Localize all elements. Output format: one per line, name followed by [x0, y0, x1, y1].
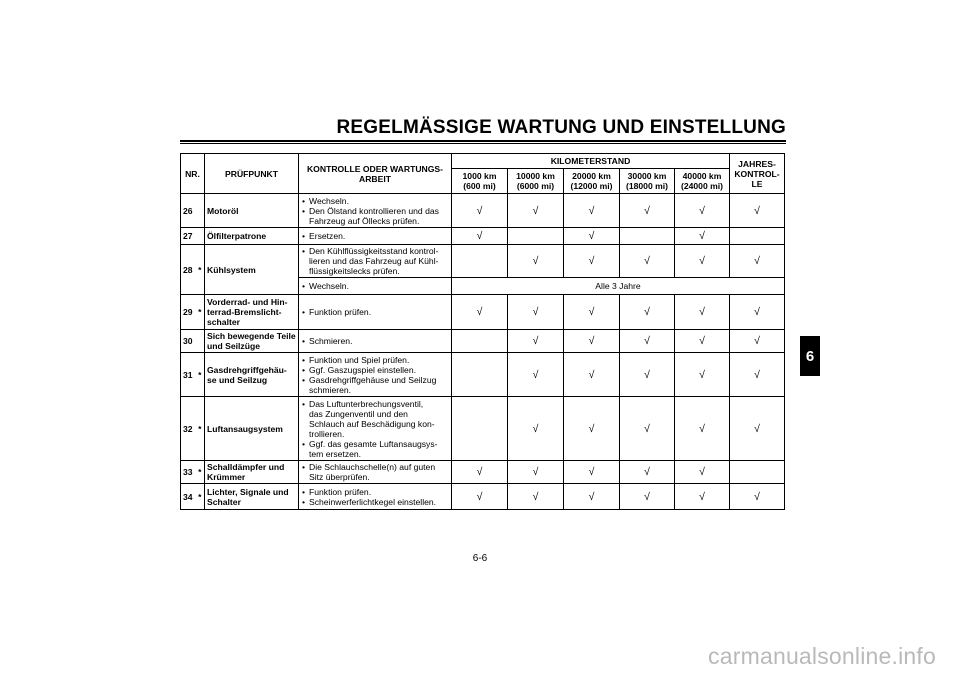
table-row row-33 [181, 461, 785, 484]
row-number: 26 [181, 194, 196, 228]
action-line: tem ersetzen. [309, 448, 362, 459]
check-item: Sich bewegende Teile und Seilzüge [205, 330, 299, 353]
action-bullet [302, 487, 449, 497]
check-cell: √ [730, 194, 785, 228]
bullet-glyph: • [302, 364, 306, 375]
action-line: Wechseln. [309, 195, 349, 206]
check-item: Vorderrad- und Hin-terrad-Bremslicht-schalter [205, 295, 299, 330]
row-number: 34 [181, 484, 196, 510]
check-cell: √ [564, 330, 620, 353]
action-line: Funktion und Spiel prüfen. [309, 354, 410, 365]
bullet-glyph: • [302, 462, 306, 472]
action-bullet [302, 336, 449, 346]
action-bullet [302, 399, 449, 439]
check-cell: √ [730, 295, 785, 330]
table-row row-28 [181, 245, 785, 278]
dealer-star: * [196, 484, 205, 510]
check-item: Kühlsystem [205, 245, 299, 295]
bullet-glyph: • [302, 231, 306, 241]
action-bullet [302, 375, 449, 395]
check-item: Luftansaugsystem [205, 397, 299, 461]
action-text [309, 439, 449, 459]
check-cell: √ [730, 353, 785, 397]
check-cell: √ [452, 228, 508, 245]
header-nr: NR. [181, 154, 205, 194]
action-line: Ggf. das gesamte Luftansaugsys- [309, 438, 438, 449]
check-cell: √ [675, 461, 730, 484]
action-bullet [302, 497, 449, 507]
check-cell: √ [620, 484, 675, 510]
row-number: 27 [181, 228, 196, 245]
action-text [309, 336, 449, 346]
check-cell: √ [675, 353, 730, 397]
check-cell: √ [508, 330, 564, 353]
table-row row-29 [181, 295, 785, 330]
bullet-glyph: • [302, 336, 306, 346]
check-cell: √ [620, 397, 675, 461]
check-cell: √ [452, 461, 508, 484]
maintenance-action [299, 194, 452, 228]
action-line: Schmieren. [309, 336, 353, 346]
action-bullet [302, 365, 449, 375]
check-cell: √ [675, 397, 730, 461]
action-bullet [302, 281, 449, 291]
bullet-glyph: • [302, 486, 306, 497]
header-km-30000: 30000 km (18000 mi) [620, 169, 675, 194]
action-text [309, 196, 449, 206]
header-km-1000: 1000 km (600 mi) [452, 169, 508, 194]
row-number: 30 [181, 330, 196, 353]
action-text [309, 462, 449, 482]
action-bullet [302, 206, 449, 226]
check-cell: √ [675, 330, 730, 353]
action-line: Funktion prüfen. [309, 307, 372, 317]
check-cell: √ [620, 194, 675, 228]
check-cell: √ [564, 245, 620, 278]
table-row row-26 [181, 194, 785, 228]
check-cell: √ [620, 330, 675, 353]
action-line: Ersetzen. [309, 231, 346, 241]
dealer-star [196, 228, 205, 245]
check-cell: √ [675, 295, 730, 330]
action-text [309, 355, 449, 365]
check-cell: √ [564, 295, 620, 330]
check-cell: √ [730, 245, 785, 278]
table-row row-31 [181, 353, 785, 397]
header-action: KONTROLLE ODER WARTUNGS-ARBEIT [299, 154, 452, 194]
action-bullet [302, 231, 449, 241]
action-text: Wechseln. [309, 281, 349, 291]
maintenance-action [299, 330, 452, 353]
check-item: Lichter, Signale und Schalter [205, 484, 299, 510]
check-cell [452, 245, 508, 278]
action-text [309, 487, 449, 497]
check-cell: √ [620, 295, 675, 330]
check-cell [452, 397, 508, 461]
page-title: REGELMÄSSIGE WARTUNG UND EINSTELLUNG [336, 117, 786, 138]
action-line: Ggf. Gaszugspiel einstellen. [309, 364, 417, 375]
title-rule [180, 140, 786, 142]
row-number: 31 [181, 353, 196, 397]
action-text [309, 231, 449, 241]
row-number: 32 [181, 397, 196, 461]
row-number: 29 [181, 295, 196, 330]
bullet-glyph: • [302, 374, 306, 385]
check-item: Ölfilterpatrone [205, 228, 299, 245]
action-line: Schlauch auf Beschädigung kon- [309, 418, 435, 429]
bullet-glyph: • [302, 398, 306, 409]
maintenance-action [299, 397, 452, 461]
check-cell: √ [452, 194, 508, 228]
action-line: Sitz überprüfen. [309, 472, 370, 482]
bullet-glyph: • [302, 438, 306, 449]
check-cell [452, 330, 508, 353]
action-line: schmieren. [309, 384, 352, 395]
action-bullet [302, 439, 449, 459]
check-cell: √ [620, 245, 675, 278]
bullet-glyph: • [302, 205, 306, 216]
table-row row-27 [181, 228, 785, 245]
page-number: 6-6 [472, 553, 488, 564]
maintenance-action [299, 245, 452, 278]
action-bullet [302, 196, 449, 206]
action-line: das Zungenventil und den [309, 408, 408, 419]
action-text [309, 365, 449, 375]
action-text [309, 399, 449, 439]
action-line: Den Kühlflüssigkeitsstand kontrol- [309, 246, 439, 256]
maintenance-action [299, 353, 452, 397]
check-cell: √ [564, 194, 620, 228]
check-cell: √ [730, 397, 785, 461]
action-text [309, 307, 449, 317]
action-bullet [302, 355, 449, 365]
check-cell [508, 228, 564, 245]
check-cell: √ [675, 245, 730, 278]
check-cell: √ [564, 228, 620, 245]
check-cell: √ [564, 397, 620, 461]
bullet-glyph: • [302, 195, 306, 206]
check-cell: √ [508, 295, 564, 330]
title-rule-thin [180, 143, 786, 144]
table-row row-34 [181, 484, 785, 510]
dealer-star [196, 194, 205, 228]
check-cell [730, 228, 785, 245]
header-km-40000: 40000 km (24000 mi) [675, 169, 730, 194]
bullet-glyph: • [302, 246, 306, 256]
dealer-star: * [196, 353, 205, 397]
check-cell: √ [508, 245, 564, 278]
check-item: Schalldämpfer und Krümmer [205, 461, 299, 484]
row-number: 28 [181, 245, 196, 295]
check-cell: √ [620, 461, 675, 484]
action-text [309, 206, 449, 226]
action-text [309, 497, 449, 507]
dealer-star: * [196, 245, 205, 295]
action-line: Funktion prüfen. [309, 486, 372, 497]
bullet-glyph: • [302, 496, 306, 507]
check-cell: √ [564, 484, 620, 510]
maintenance-action [299, 461, 452, 484]
table-row row-30 [181, 330, 785, 353]
interval-every-3-years: Alle 3 Jahre [452, 278, 785, 295]
bullet-glyph: • [302, 281, 306, 291]
maintenance-table [180, 153, 785, 510]
row-number: 33 [181, 461, 196, 484]
action-line: Die Schlauchschelle(n) auf guten [309, 462, 436, 472]
bullet-glyph: • [302, 307, 306, 317]
action-line: lieren und das Fahrzeug auf Kühl- [309, 256, 439, 266]
check-cell [730, 461, 785, 484]
action-line: flüssigkeitslecks prüfen. [309, 266, 400, 276]
action-bullet [302, 246, 449, 276]
maintenance-action [299, 228, 452, 245]
table-row row-32 [181, 397, 785, 461]
action-line: Das Luftunterbrechungsventil, [309, 398, 424, 409]
dealer-star: * [196, 397, 205, 461]
dealer-star [196, 330, 205, 353]
check-cell: √ [620, 353, 675, 397]
check-cell: √ [452, 295, 508, 330]
header-odometer: KILOMETERSTAND [452, 154, 730, 169]
action-bullet [302, 462, 449, 482]
header-annual: JAHRES-KONTROL-LE [730, 154, 785, 194]
maintenance-action [299, 484, 452, 510]
action-line: Fahrzeug auf Öllecks prüfen. [309, 215, 420, 226]
check-cell: √ [730, 484, 785, 510]
action-text [309, 375, 449, 395]
check-cell: √ [730, 330, 785, 353]
check-cell: √ [564, 461, 620, 484]
check-cell: √ [508, 484, 564, 510]
dealer-star: * [196, 295, 205, 330]
check-cell: √ [508, 461, 564, 484]
check-cell: √ [508, 194, 564, 228]
chapter-tab: 6 [800, 336, 820, 376]
check-item: Gasdrehgriffgehäu-se und Seilzug [205, 353, 299, 397]
header-km-10000: 10000 km (6000 mi) [508, 169, 564, 194]
maintenance-table-body [181, 194, 785, 510]
check-cell [620, 228, 675, 245]
action-bullet [302, 307, 449, 317]
check-cell: √ [508, 353, 564, 397]
check-cell: √ [508, 397, 564, 461]
header-km-20000: 20000 km (12000 mi) [564, 169, 620, 194]
action-line: Gasdrehgriffgehäuse und Seilzug [309, 374, 437, 385]
watermark: carmanualsonline.info [708, 643, 936, 669]
header-item: PRÜFPUNKT [205, 154, 299, 194]
check-cell: √ [675, 194, 730, 228]
action-line: Den Ölstand kontrollieren und das [309, 205, 439, 216]
action-line: Scheinwerferlichtkegel einstellen. [309, 496, 437, 507]
maintenance-action [299, 278, 452, 295]
check-cell: √ [564, 353, 620, 397]
maintenance-action [299, 295, 452, 330]
check-item: Motoröl [205, 194, 299, 228]
dealer-star: * [196, 461, 205, 484]
check-cell: √ [675, 228, 730, 245]
check-cell: √ [675, 484, 730, 510]
bullet-glyph: • [302, 354, 306, 365]
action-text [309, 246, 449, 276]
action-line: trollieren. [309, 428, 345, 439]
check-cell: √ [452, 484, 508, 510]
check-cell [452, 353, 508, 397]
